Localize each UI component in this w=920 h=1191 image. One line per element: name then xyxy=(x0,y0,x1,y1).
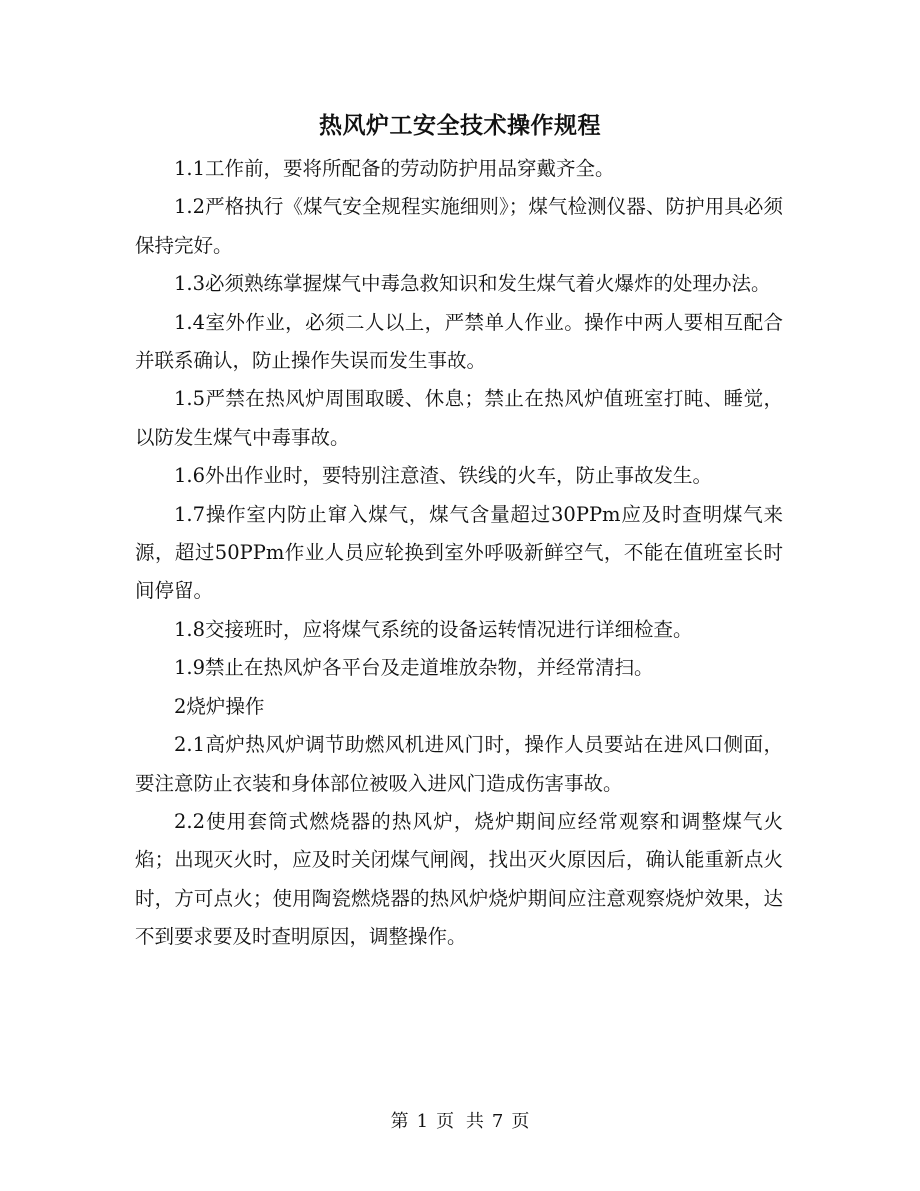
paragraph-1-4: 1.4室外作业，必须二人以上，严禁单人作业。操作中两人要相互配合并联系确认，防止操作失误而发生事故。 xyxy=(135,310,783,373)
paragraph-2-2: 2.2使用套筒式燃烧器的热风炉，烧炉期间应经常观察和调整煤气火焰；出现灭火时，应及时关闭煤气闸阀，找出灭火原因后，确认能重新点火时，方可点火；使用陶瓷燃烧器的热风炉烧炉期间应注意观察烧炉效果，达不到要求要及时查明原因，调整操作。 xyxy=(135,809,783,949)
page-label-prefix: 第 xyxy=(390,1111,409,1132)
paragraph-2-1: 2.1高炉热风炉调节助燃风机进风门时，操作人员要站在进风口侧面，要注意防止衣装和身体部位被吸入进风门造成伤害事故。 xyxy=(135,733,783,795)
current-page-number: 1 xyxy=(416,1111,429,1132)
paragraph-1-2: 1.2严格执行《煤气安全规程实施细则》；煤气检测仪器、防护用具必须保持完好。 xyxy=(135,195,783,257)
paragraph-1-7: 1.7操作室内防止窜入煤气，煤气含量超过30PPm应及时查明煤气来源，超过50PPm作业人员应轮换到室外呼吸新鲜空气，不能在值班室长时间停留。 xyxy=(135,502,783,603)
document-body xyxy=(135,150,783,957)
paragraph-1-9: 1.9禁止在热风炉各平台及走道堆放杂物，并经常清扫。 xyxy=(174,656,654,680)
paragraph-1-8: 1.8交接班时，应将煤气系统的设备运转情况进行详细检查。 xyxy=(174,617,693,641)
paragraph-1-1: 1.1工作前，要将所配备的劳动防护用品穿戴齐全。 xyxy=(174,157,615,180)
paragraph-1-5: 1.5严禁在热风炉周围取暖、休息；禁止在热风炉值班室打盹、睡觉，以防发生煤气中毒事故。 xyxy=(135,387,783,449)
page-footer xyxy=(0,1110,920,1134)
document-title: 热风炉工安全技术操作规程 xyxy=(319,112,601,139)
paragraph-1-3: 1.3必须熟练掌握煤气中毒急救知识和发生煤气着火爆炸的处理办法。 xyxy=(174,272,771,296)
total-pages-number: 7 xyxy=(491,1111,504,1132)
page-label-suffix: 页 xyxy=(511,1111,530,1132)
page-label-mid: 页 共 xyxy=(436,1111,484,1132)
section-heading-2: 2烧炉操作 xyxy=(174,694,265,718)
paragraph-1-6: 1.6外出作业时，要特别注意渣、铁线的火车，防止事故发生。 xyxy=(174,464,713,488)
